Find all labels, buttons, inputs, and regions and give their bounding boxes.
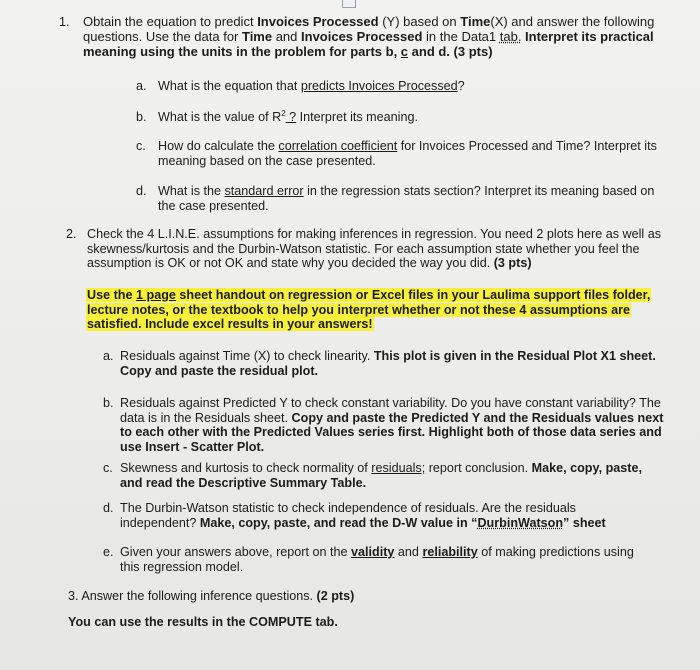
q2-number: 2. <box>66 227 77 241</box>
q1-prompt: Obtain the equation to predict Invoices Processed (Y) based on Time(X) and answer the following questions. Use the data for Time and Invoices Processed in the Data1 tab. Interpret its practical meaning using the units in the problem for parts b, c and d. (3 pts) <box>83 14 655 59</box>
q2-e-label: e. <box>103 545 114 559</box>
q1-d-label: d. <box>136 184 147 198</box>
q1-b-label: b. <box>136 110 147 124</box>
q2-a-label: a. <box>103 349 114 363</box>
q1-d-text: What is the standard error in the regression stats section? Interpret its meaning based on the case presented. <box>158 184 655 213</box>
q2-d-text: The Durbin-Watson statistic to check independence of residuals. Are the residuals independent? Make, copy, paste, and read the D-W value in “DurbinWatson” sheet <box>120 501 606 530</box>
q2-a-text: Residuals against Time (X) to check linearity. This plot is given in the Residual Plot X1 sheet. Copy and paste the residual plot. <box>120 349 656 378</box>
q2-e-text: Given your answers above, report on the validity and reliability of making predictions using this regression model. <box>120 545 634 574</box>
q2-b-text: Residuals against Predicted Y to check constant variability. Do you have constant variability? The data is in the Residuals sheet. Copy and paste the Predicted Y and the Residuals values next to each other with the Predicted Values series first. Highlight both of those data series and use Insert - Scatter Plot. <box>120 396 664 454</box>
page-tab-marker <box>342 0 356 8</box>
highlight-text: Use the 1 page sheet handout on regression or Excel files in your Laulima support files folder, lecture notes, or the textbook to help you interpret whether or not these 4 assumptions are satisfied. Include excel results in your answers! <box>87 288 651 332</box>
q2-c-text: Skewness and kurtosis to check normality of residuals; report conclusion. Make, copy, paste, and read the Descriptive Summary Table. <box>120 461 642 490</box>
q3-prompt: 3. Answer the following inference questions. (2 pts) <box>68 589 355 603</box>
q2-prompt: Check the 4 L.I.N.E. assumptions for making inferences in regression. You need 2 plots here as well as skewness/kurtosis and the Durbin-Watson statistic. For each assumption state whether you feel the assumption is OK or not OK and state why you decided the way you did. (3 pts) <box>87 227 662 271</box>
q1-a-text: What is the equation that predicts Invoices Processed? <box>158 79 465 93</box>
q1-a-label: a. <box>136 79 147 93</box>
q1-c-text: How do calculate the correlation coefficient for Invoices Processed and Time? Interpret its meaning based on the case presented. <box>158 139 657 168</box>
q1-b-text: What is the value of $R^2$ ? Interpret its meaning. <box>158 108 418 124</box>
q2-highlighted-instruction <box>86 288 674 332</box>
q2-b-label: b. <box>103 396 114 410</box>
q3-note: You can use the results in the COMPUTE tab. <box>68 615 338 629</box>
q2-d-label: d. <box>103 501 114 515</box>
q2-c-label: c. <box>103 461 113 475</box>
q1-c-label: c. <box>136 139 146 153</box>
q1-number: 1. <box>59 15 70 29</box>
